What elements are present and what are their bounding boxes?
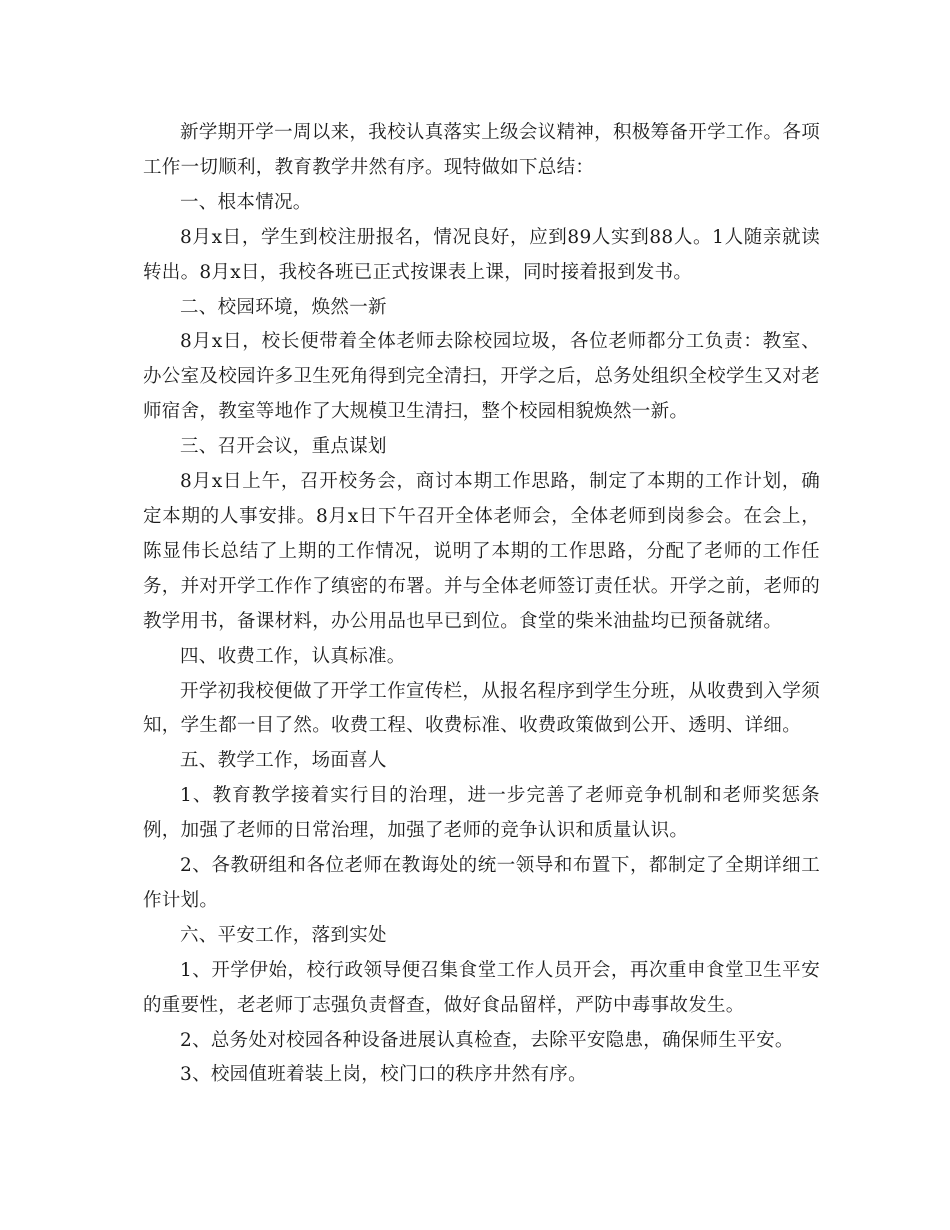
section-heading-safety: 六、平安工作，落到实处 [180, 924, 387, 946]
section-heading-basic-situation: 一、根本情况。 [180, 191, 312, 213]
safety-item-1: 1、开学伊始，校行政领导便召集食堂工作人员开会，再次重申食堂卫生平安的重要性，老老师丁志强负责督查，做好食品留样，严防中毒事故发生。 [143, 959, 820, 1016]
teaching-item-2: 2、各教研组和各位老师在教诲处的统一领导和布置下，都制定了全期详细工作计划。 [143, 855, 820, 911]
meetings-paragraph: 8月x日上午，召开校务会，商讨本期工作思路，制定了本期的工作计划，确定本期的人事安排。8月x日下午召开全体老师会，全体老师到岗参会。在会上，陈显伟长总结了上期的工作情况，说明了本期的工作思路，分配了老师的工作任务，并对开学工作作了缜密的布署。并与全体老师签订责任状。开学之前，老师的教学用书，备课材料，办公用品也早已到位。食堂的柴米油盐均已预备就绪。 [143, 471, 820, 632]
teaching-item-1: 1、教育教学接着实行目的治理，进一步完善了老师竞争机制和老师奖惩条例，加强了老师的日常治理，加强了老师的竞争认识和质量认识。 [143, 785, 820, 842]
section-heading-fees: 四、收费工作，认真标准。 [180, 645, 406, 667]
section-heading-teaching: 五、教学工作，场面喜人 [180, 750, 387, 772]
section-heading-meetings: 三、召开会议，重点谋划 [180, 436, 387, 458]
campus-environment-paragraph: 8月x日，校长便带着全体老师去除校园垃圾，各位老师都分工负责：教室、办公室及校园许多卫生死角得到完全清扫，开学之后，总务处组织全校学生又对老师宿舍，教室等地作了大规模卫生清扫，整个校园相貌焕然一新。 [143, 331, 820, 423]
basic-situation-paragraph: 8月x日，学生到校注册报名，情况良好，应到89人实到88人。1人随亲就读转出。8月x日，我校各班已正式按课表上课，同时接着报到发书。 [143, 226, 820, 283]
safety-item-3: 3、校园值班着装上岗，校门口的秩序井然有序。 [180, 1064, 587, 1086]
safety-item-2: 2、总务处对校园各种设备进展认真检查，去除平安隐患，确保师生平安。 [180, 1029, 794, 1051]
section-heading-campus-environment: 二、校园环境，焕然一新 [180, 296, 387, 318]
fees-paragraph: 开学初我校便做了开学工作宣传栏，从报名程序到学生分班，从收费到入学须知，学生都一目了然。收费工程、收费标准、收费政策做到公开、透明、详细。 [143, 680, 820, 737]
intro-paragraph: 新学期开学一周以来，我校认真落实上级会议精神，积极筹备开学工作。各项工作一切顺利，教育教学井然有序。现特做如下总结： [143, 122, 820, 178]
